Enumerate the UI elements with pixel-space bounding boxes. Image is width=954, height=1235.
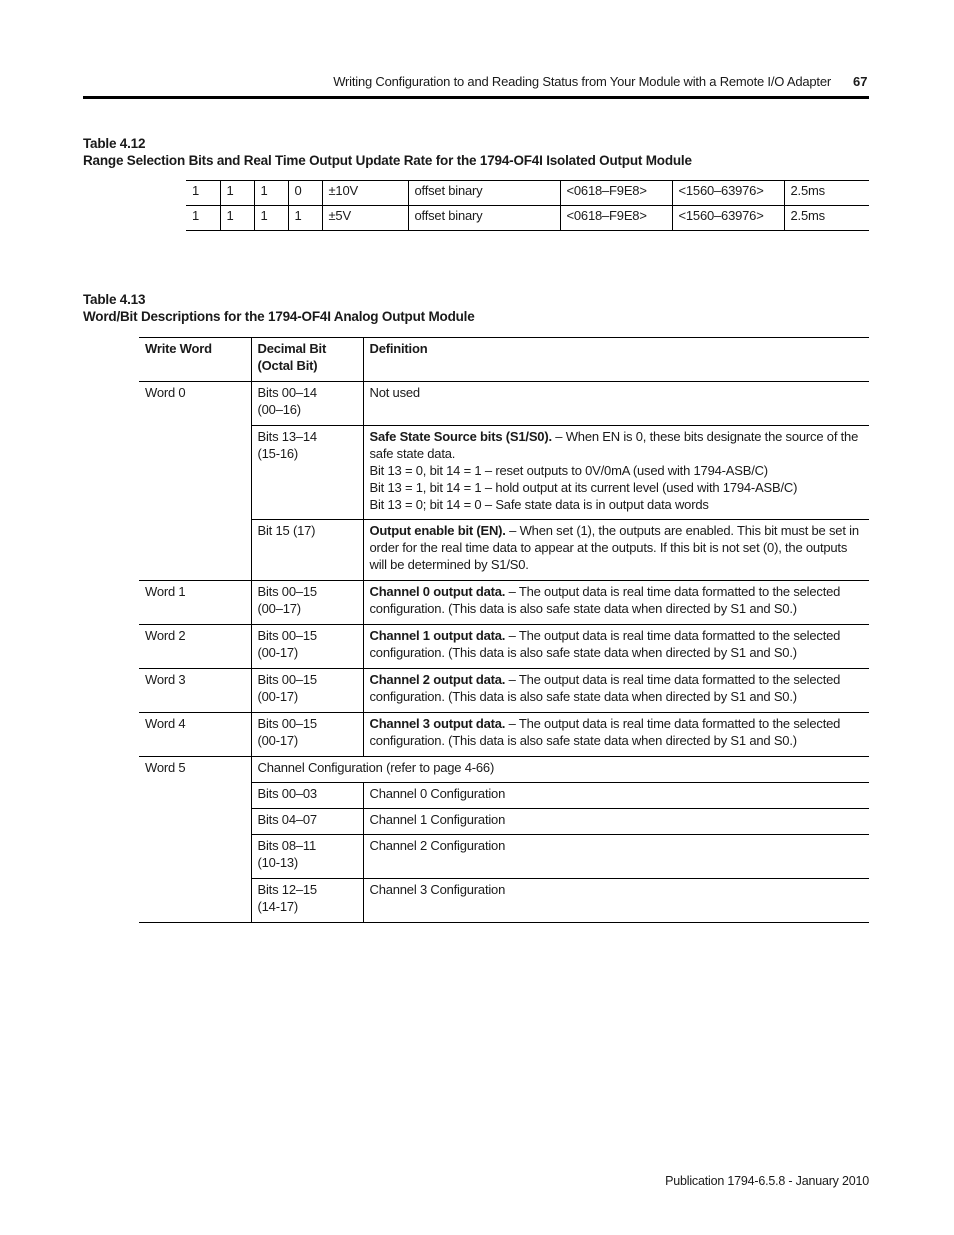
table-cell: offset binary [408,206,560,231]
definition-cell: Channel 3 Configuration [363,879,869,923]
octal-range: (10-13) [257,855,299,870]
bit-range: Bits 00–15 [257,672,317,687]
column-header-definition: Definition [363,338,869,382]
table-cell: 0 [288,181,322,206]
definition-line: Bit 13 = 1, bit 14 = 1 – hold output at its current level (used with 1794-ASB/C) [369,480,798,495]
definition-text: – The output data is real time data formatted to the selected configuration. (This data is also safe state data when directed by S1 and S0.) [369,672,841,704]
table-cell: 1 [220,181,254,206]
table-cell: 1 [254,206,288,231]
bit-range: Bits 08–11 [257,838,316,853]
table-row [139,757,869,783]
definition-cell: Channel 2 Configuration [363,835,869,879]
octal-range: (14-17) [257,899,299,914]
table-title: Range Selection Bits and Real Time Output Update Rate for the 1794-OF4I Isolated Output Module [83,153,692,168]
definition-line: Bit 13 = 0; bit 14 = 0 – Safe state data is in output data words [369,497,709,512]
range-selection-table [186,180,869,231]
definition-cell [363,520,869,581]
table-cell: 1 [254,181,288,206]
bit-cell [251,426,363,520]
octal-range: (00-17) [257,689,299,704]
definition-cell: Not used [363,382,869,426]
table-row [139,382,869,426]
table-cell: <1560–63976> [672,181,784,206]
definition-cell [363,625,869,669]
page-number: 67 [853,74,868,89]
definition-title: Channel 2 output data. [369,672,506,687]
definition-title: Channel 0 output data. [369,584,506,599]
table-4-13-caption [83,291,475,325]
table-cell: ±5V [322,206,408,231]
octal-range: (00-17) [257,733,299,748]
word-bit-descriptions-table [139,337,869,923]
definition-line: Bit 13 = 0, bit 14 = 1 – reset outputs to 0V/0mA (used with 1794-ASB/C) [369,463,768,478]
table-title: Word/Bit Descriptions for the 1794-OF4I Analog Output Module [83,309,475,324]
octal-range: (00–17) [257,601,301,616]
definition-text: – The output data is real time data formatted to the selected configuration. (This data is also safe state data when directed by S1 and S0.) [369,584,841,616]
table-row [186,206,869,231]
table-cell: 1 [186,181,220,206]
word-cell: Word 2 [139,625,251,669]
table-cell: 1 [186,206,220,231]
definition-text: – When set (1), the outputs are enabled. This bit must be set in order for the real time data to appear at the outputs. If this bit is not set (0), the outputs will be determined by S1/S0. [369,523,859,572]
table-label: Table 4.12 [83,136,146,151]
table-header-row [139,338,869,382]
column-header-write-word: Write Word [139,338,251,382]
table-cell: 1 [288,206,322,231]
definition-cell: Channel 1 Configuration [363,809,869,835]
definition-text: – When EN is 0, these bits designate the source of the safe state data. [369,429,859,461]
bit-cell [251,879,363,923]
table-row [139,625,869,669]
bit-range: Bits 13–14 [257,429,317,444]
word-cell: Word 1 [139,581,251,625]
word-cell: Word 3 [139,669,251,713]
definition-title: Channel 3 output data. [369,716,506,731]
column-header-decimal-bit [251,338,363,382]
octal-range: (15-16) [257,446,299,461]
bit-cell [251,669,363,713]
header-line: (Octal Bit) [257,358,318,373]
bit-range: Bits 00–15 [257,628,317,643]
bit-range: Bits 12–15 [257,882,317,897]
octal-range: (00-17) [257,645,299,660]
word-cell: Word 4 [139,713,251,757]
word-cell: Word 5 [139,757,251,923]
definition-title: Channel 1 output data. [369,628,506,643]
bit-cell [251,382,363,426]
bit-range: Bits 00–15 [257,584,317,599]
bit-range: Bits 00–14 [257,385,317,400]
table-cell: <0618–F9E8> [560,181,672,206]
table-4-12-caption [83,135,692,169]
definition-cell [363,581,869,625]
bit-cell [251,713,363,757]
table-row [139,713,869,757]
table-cell: offset binary [408,181,560,206]
table-row [186,181,869,206]
octal-range: (00–16) [257,402,301,417]
header-line: Decimal Bit [257,341,327,356]
definition-text: – The output data is real time data formatted to the selected configuration. (This data is also safe state data when directed by S1 and S0.) [369,628,841,660]
definition-cell: Channel 0 Configuration [363,783,869,809]
table-cell: 1 [220,206,254,231]
table-cell: ±10V [322,181,408,206]
header-rule [83,96,869,99]
definition-cell [363,426,869,520]
definition-cell [363,669,869,713]
channel-config-span-cell: Channel Configuration (refer to page 4-66) [251,757,869,783]
publication-footer: Publication 1794-6.5.8 - January 2010 [665,1174,869,1188]
definition-title: Safe State Source bits (S1/S0). [369,429,552,444]
word-cell: Word 0 [139,382,251,581]
table-row [139,669,869,713]
bit-range: Bits 00–15 [257,716,317,731]
table-row [139,581,869,625]
table-cell: <1560–63976> [672,206,784,231]
definition-text: – The output data is real time data formatted to the selected configuration. (This data is also safe state data when directed by S1 and S0.) [369,716,841,748]
table-cell: 2.5ms [784,206,869,231]
bit-range: Bit 15 (17) [257,523,316,538]
definition-title: Output enable bit (EN). [369,523,506,538]
running-header: Writing Configuration to and Reading Status from Your Module with a Remote I/O Adapter [333,74,831,89]
table-cell: 2.5ms [784,181,869,206]
definition-cell [363,713,869,757]
bit-cell: Bits 00–03 [251,783,363,809]
table-cell: <0618–F9E8> [560,206,672,231]
bit-cell [251,835,363,879]
bit-cell [251,520,363,581]
bit-cell [251,581,363,625]
table-label: Table 4.13 [83,292,146,307]
bit-cell: Bits 04–07 [251,809,363,835]
bit-cell [251,625,363,669]
